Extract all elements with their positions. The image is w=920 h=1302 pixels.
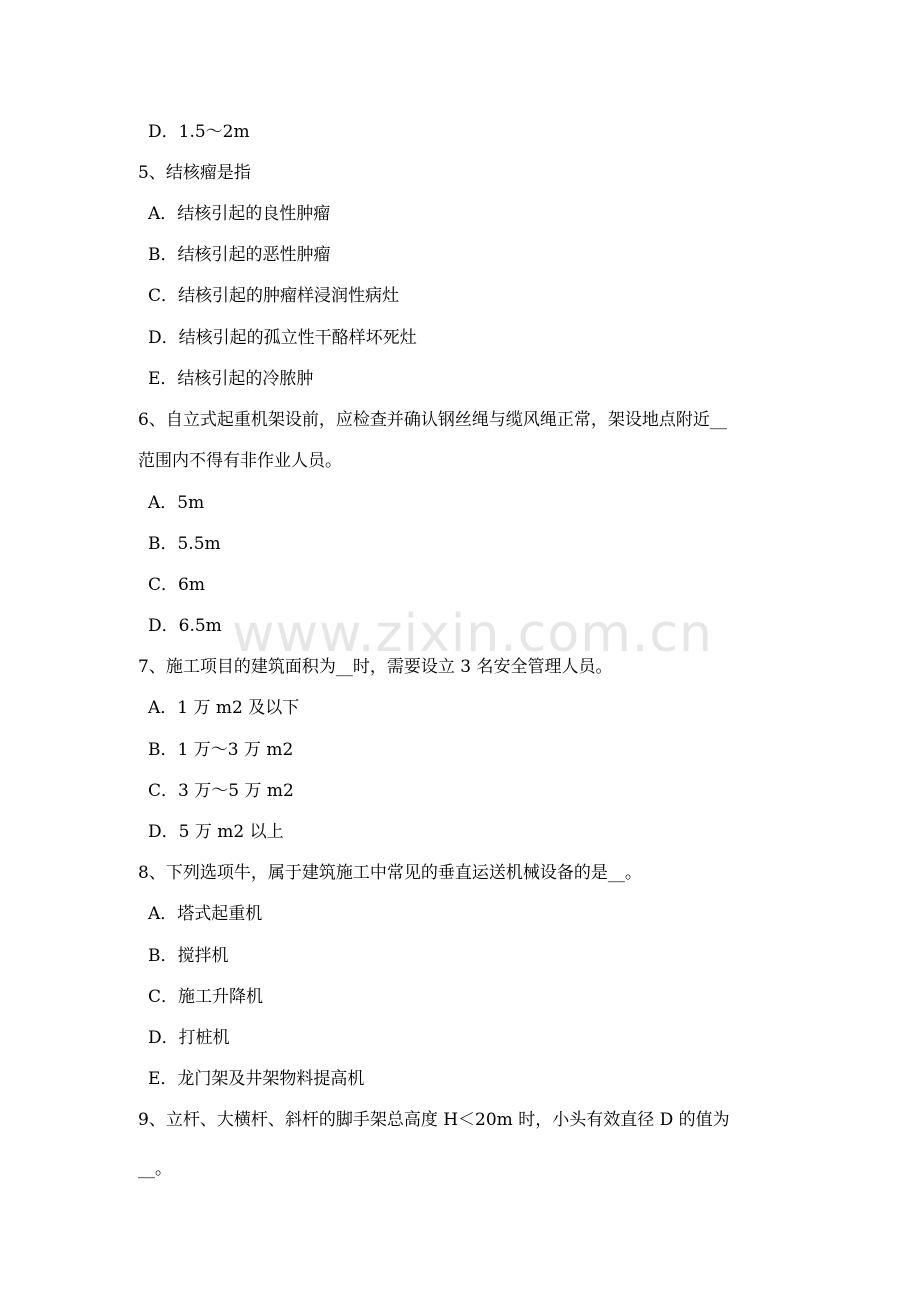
option-c-q7: C．3 万～5 万 m2	[148, 781, 294, 801]
question-9: 9、立杆、大横杆、斜杆的脚手架总高度 H＜20m 时，小头有效直径 D 的值为	[138, 1110, 730, 1130]
option-a-q7: A．1 万 m2 及以下	[148, 698, 300, 718]
question-8: 8、下列选项牛，属于建筑施工中常见的垂直运送机械设备的是__。	[138, 863, 642, 883]
question-6: 6、自立式起重机架设前，应检查并确认钢丝绳与缆风绳正常，架设地点附近__	[138, 410, 727, 430]
watermark: www.zixin.com.cn	[232, 604, 713, 664]
question-6-continued: 范围内不得有非作业人员。	[138, 451, 342, 471]
option-b-q6: B．5.5m	[148, 534, 221, 554]
option-c-q8: C．施工升降机	[148, 987, 264, 1007]
option-c-q6: C．6m	[148, 575, 205, 595]
option-d-q4: D．1.5～2m	[148, 122, 250, 142]
option-e-q5: E．结核引起的冷脓肿	[148, 369, 314, 389]
option-d-q5: D．结核引起的孤立性干酪样坏死灶	[148, 328, 417, 348]
option-a-q8: A．塔式起重机	[148, 904, 263, 924]
option-e-q8: E．龙门架及井架物料提高机	[148, 1069, 365, 1089]
option-c-q5: C．结核引起的肿瘤样浸润性病灶	[148, 286, 400, 306]
option-a-q6: A．5m	[148, 493, 205, 513]
option-d-q7: D．5 万 m2 以上	[148, 822, 284, 842]
question-5: 5、结核瘤是指	[138, 163, 251, 183]
question-9-continued: __。	[138, 1159, 172, 1179]
option-a-q5: A．结核引起的良性肿瘤	[148, 204, 331, 224]
option-d-q6: D．6.5m	[148, 616, 222, 636]
option-b-q8: B．搅拌机	[148, 946, 229, 966]
option-b-q7: B．1 万～3 万 m2	[148, 740, 294, 760]
option-d-q8: D．打桩机	[148, 1028, 230, 1048]
option-b-q5: B．结核引起的恶性肿瘤	[148, 245, 331, 265]
question-7: 7、施工项目的建筑面积为__时，需要设立 3 名安全管理人员。	[138, 657, 613, 677]
